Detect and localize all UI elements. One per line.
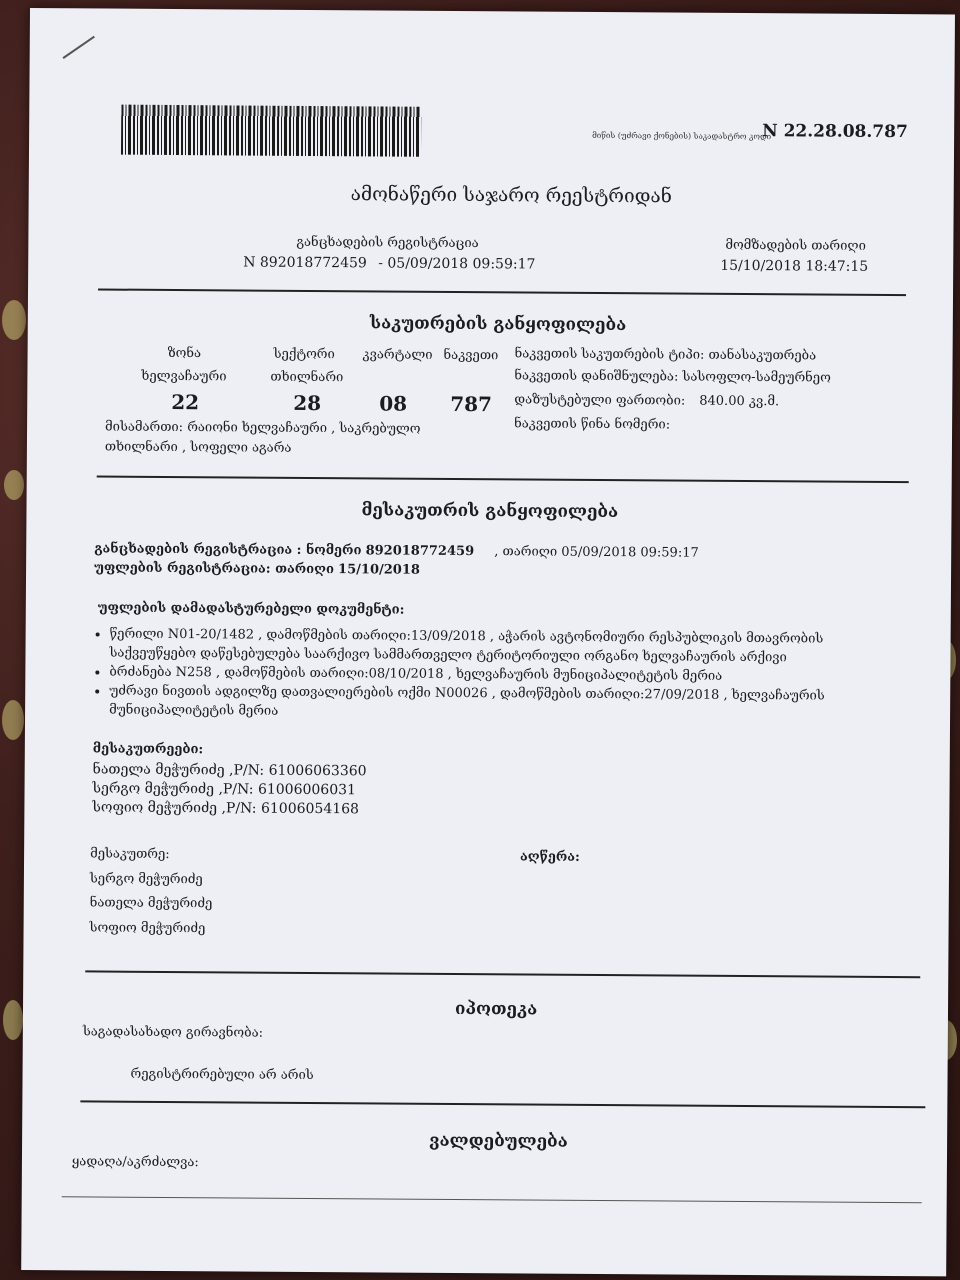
registration-label: განცხადების რეგისტრაცია: [296, 234, 479, 252]
pen-mark: [63, 36, 95, 59]
divider: [80, 1100, 925, 1108]
quarter-header: კვარტალი: [362, 347, 433, 363]
sector-name: თხილნარი: [270, 369, 344, 386]
divider: [62, 1196, 922, 1203]
owner-name: სერგო მეჭურიძე: [89, 871, 203, 888]
owner-name: სოფიო მეჭურიძე: [89, 920, 206, 937]
property-section-title: საკუთრების განყოფილება: [369, 313, 627, 336]
document-title: ამონაწერი საჯარო რეესტრიდან: [350, 183, 672, 208]
address-line-1: მისამართი: რაიონი ხელვაჩაური , საკრებულო: [105, 419, 421, 437]
owner-entry: ნათელა მეჭურიძე ,P/N: 61006063360: [92, 761, 367, 780]
cadastral-code: N 22.28.08.787: [762, 121, 908, 143]
previous-plot-number: ნაკვეთის წინა ნომერი:: [514, 416, 671, 433]
owner-entry: სერგო მეჭურიძე ,P/N: 61006006031: [92, 780, 357, 799]
prepared-label: მომზადების თარიღი: [725, 237, 866, 254]
zone-header: ზონა: [167, 345, 202, 362]
divider: [85, 970, 920, 978]
owner-label: მესაკუთრე:: [90, 846, 170, 862]
document-item: • წერილი N01-20/1482 , დამოწმების თარიღი:13/09/2018 , აჭარის ავტონომიური რესპუბლიკის მთავრობის საქვეუწყებო დაწესებულება საარქივო სამმართველო ტერიტორიული ორგანო ხელვაჩაურის არქივი: [109, 625, 869, 668]
plot-header: ნაკვეთი: [443, 347, 499, 364]
plot-value: 787: [450, 391, 493, 417]
mortgage-title: იპოთეკა: [454, 998, 538, 1020]
area-label: დაზუსტებული ფართობი:: [514, 392, 686, 409]
right-registration-date: 15/10/2018: [338, 562, 420, 578]
prepared-date: 15/10/2018 18:47:15: [720, 257, 869, 275]
plot-purpose: ნაკვეთის დანიშნულება: სასოფლო-სამეურნეო: [514, 368, 831, 386]
owner-registration-date-label: , თარიღი: [494, 544, 558, 560]
address-line-2: თხილნარი , სოფელი აგარა: [104, 439, 292, 456]
document-page: [21, 8, 955, 1276]
owners-label: მესაკუთრეები:: [92, 741, 204, 758]
seizure-label: ყადაღა/აკრძალვა:: [71, 1154, 199, 1171]
registration-number: N 892018772459: [243, 254, 367, 272]
owner-registration-date: 05/09/2018 09:59:17: [561, 544, 699, 561]
cadastral-code-label: მიწის (უძრავი ქონების) საკადასტრო კოდი: [592, 130, 772, 142]
sector-header: სექტორი: [273, 346, 335, 363]
sector-value: 28: [293, 390, 322, 416]
quarter-value: 08: [379, 391, 408, 416]
owner-registration-line: [94, 541, 699, 560]
divider: [98, 288, 906, 296]
background-sparkle: [4, 470, 24, 500]
right-registration-label: უფლების რეგისტრაცია: თარიღი: [94, 560, 334, 578]
documents-label: უფლების დამადასტურებელი დოკუმენტი:: [97, 600, 405, 618]
description-label: აღწერა:: [520, 849, 580, 865]
documents-list: [95, 624, 870, 724]
area-value: 840.00 კვ.მ.: [699, 393, 780, 410]
owner-section-title: მესაკუთრის განყოფილება: [361, 500, 619, 523]
zone-name: ხელვაჩაური: [141, 368, 227, 385]
document-item: • ბრძანება N258 , დამოწმების თარიღი:08/10/2018 , ხელვაჩაურის მუნიციპალიტეტის მერია: [109, 663, 869, 687]
zone-value: 22: [171, 389, 200, 415]
ownership-type: ნაკვეთის საკუთრების ტიპი: თანასაკუთრება: [514, 346, 817, 364]
registration-date: - 05/09/2018 09:59:17: [378, 255, 536, 273]
divider: [97, 475, 909, 483]
owner-name: ნათელა მეჭურიძე: [89, 895, 213, 912]
right-registration-line: [94, 560, 420, 577]
owner-entry: სოფიო მეჭურიძე ,P/N: 61006054168: [92, 799, 360, 818]
background-sparkle: [3, 1000, 23, 1040]
tax-lien-label: საგადასახადო გირავნობა:: [82, 1024, 264, 1041]
owner-registration-number: 892018772459: [365, 543, 475, 560]
mortgage-status: რეგისტრირებული არ არის: [130, 1066, 314, 1084]
owner-registration-label: განცხადების რეგისტრაცია : ნომერი: [94, 541, 362, 559]
barcode: [121, 105, 421, 157]
background-sparkle: [2, 700, 24, 740]
document-item: • უძრავი ნივთის ადგილზე დათვალიერების ოქმი N00026 , დამოწმების თარიღი:27/09/2018 , ხელვაჩაურის მუნიციპალიტეტის მერია: [109, 682, 869, 725]
background-sparkle: [2, 300, 26, 340]
obligation-title: ვალდებულება: [429, 1130, 568, 1152]
